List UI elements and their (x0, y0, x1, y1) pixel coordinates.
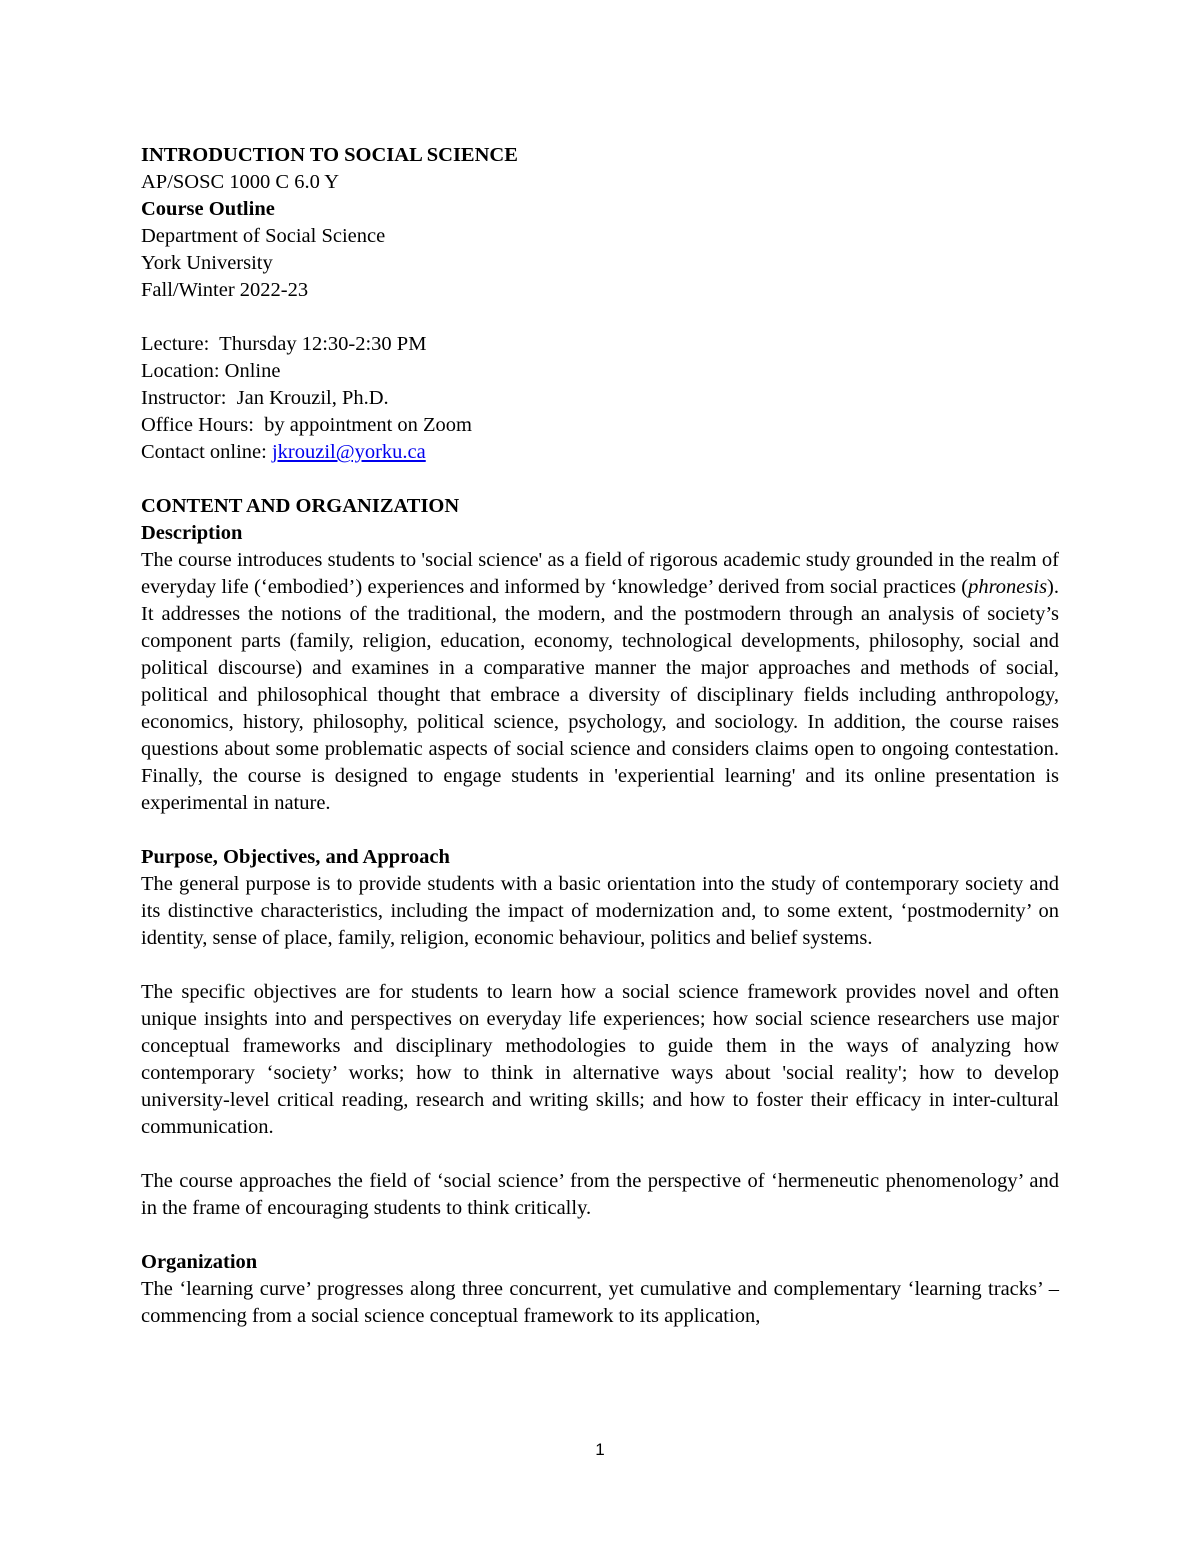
organization-paragraph: The ‘learning curve’ progresses along three concurrent, yet cumulative and complementary ‘learning tracks’ – commencing from a social science conceptual framework to its application, (141, 1278, 1059, 1327)
course-code: AP/SOSC 1000 C 6.0 Y (141, 171, 340, 193)
lecture-info: Lecture: Thursday 12:30-2:30 PM (141, 333, 427, 355)
spacer (141, 1222, 1059, 1249)
document-page (141, 142, 1059, 1330)
organization-heading: Organization (141, 1251, 258, 1273)
contact-email-link[interactable]: jkrouzil@yorku.ca (271, 441, 426, 463)
description-text-part1: The course introduces students to 'social science' as a field of rigorous academic study grounded in the realm of everyday life (‘embodied’) experiences and informed by ‘knowledge’ derived from social practices ( (141, 549, 1059, 598)
department: Department of Social Science (141, 225, 386, 247)
purpose-paragraph-3: The course approaches the field of ‘social science’ from the perspective of ‘hermeneutic phenomenology’ and in the frame of encouraging students to think critically. (141, 1170, 1059, 1219)
spacer (141, 1141, 1059, 1168)
instructor-info: Instructor: Jan Krouzil, Ph.D. (141, 387, 389, 409)
spacer (141, 304, 1059, 331)
spacer (141, 817, 1059, 844)
contact-info (141, 439, 1059, 466)
page-number: 1 (595, 1440, 605, 1459)
description-text-part2: ). It addresses the notions of the traditional, the modern, and the postmodern through an analysis of society’s component parts (family, religion, education, economy, technological developments, philosophy, social and political discourse) and examines in a comparative manner the major approaches and methods of social, political and philosophical thought that embrace a diversity of disciplinary fields including anthropology, economics, history, philosophy, political science, psychology, and sociology. In addition, the course raises questions about some problematic aspects of social science and considers claims open to ongoing contestation. Finally, the course is designed to engage students in 'experiential learning' and its online presentation is experimental in nature. (141, 576, 1059, 814)
purpose-paragraph-1: The general purpose is to provide students with a basic orientation into the study of contemporary society and its distinctive characteristics, including the impact of modernization and, to some extent, ‘postmodernity’ on identity, sense of place, family, religion, economic behaviour, politics and belief systems. (141, 873, 1059, 949)
spacer (141, 466, 1059, 493)
description-heading: Description (141, 522, 243, 544)
spacer (141, 952, 1059, 979)
office-hours-info: Office Hours: by appointment on Zoom (141, 414, 472, 436)
location-info: Location: Online (141, 360, 281, 382)
course-outline-label: Course Outline (141, 198, 275, 220)
purpose-paragraph-2: The specific objectives are for students to learn how a social science framework provides novel and often unique insights into and perspectives on everyday life experiences; how social science researchers use major conceptual frameworks and disciplinary methodologies to guide them in the ways of analyzing how contemporary ‘society’ works; how to think in alternative ways about 'social reality'; how to develop university-level critical reading, research and writing skills; and how to foster their efficacy in inter-cultural communication. (141, 981, 1059, 1138)
term: Fall/Winter 2022-23 (141, 279, 309, 301)
description-paragraph (141, 547, 1059, 817)
description-italic-term: phronesis (968, 576, 1048, 598)
contact-label: Contact online: (141, 441, 272, 463)
content-section-heading: CONTENT AND ORGANIZATION (141, 495, 460, 517)
purpose-heading: Purpose, Objectives, and Approach (141, 846, 450, 868)
course-title: INTRODUCTION TO SOCIAL SCIENCE (141, 144, 518, 166)
university: York University (141, 252, 273, 274)
